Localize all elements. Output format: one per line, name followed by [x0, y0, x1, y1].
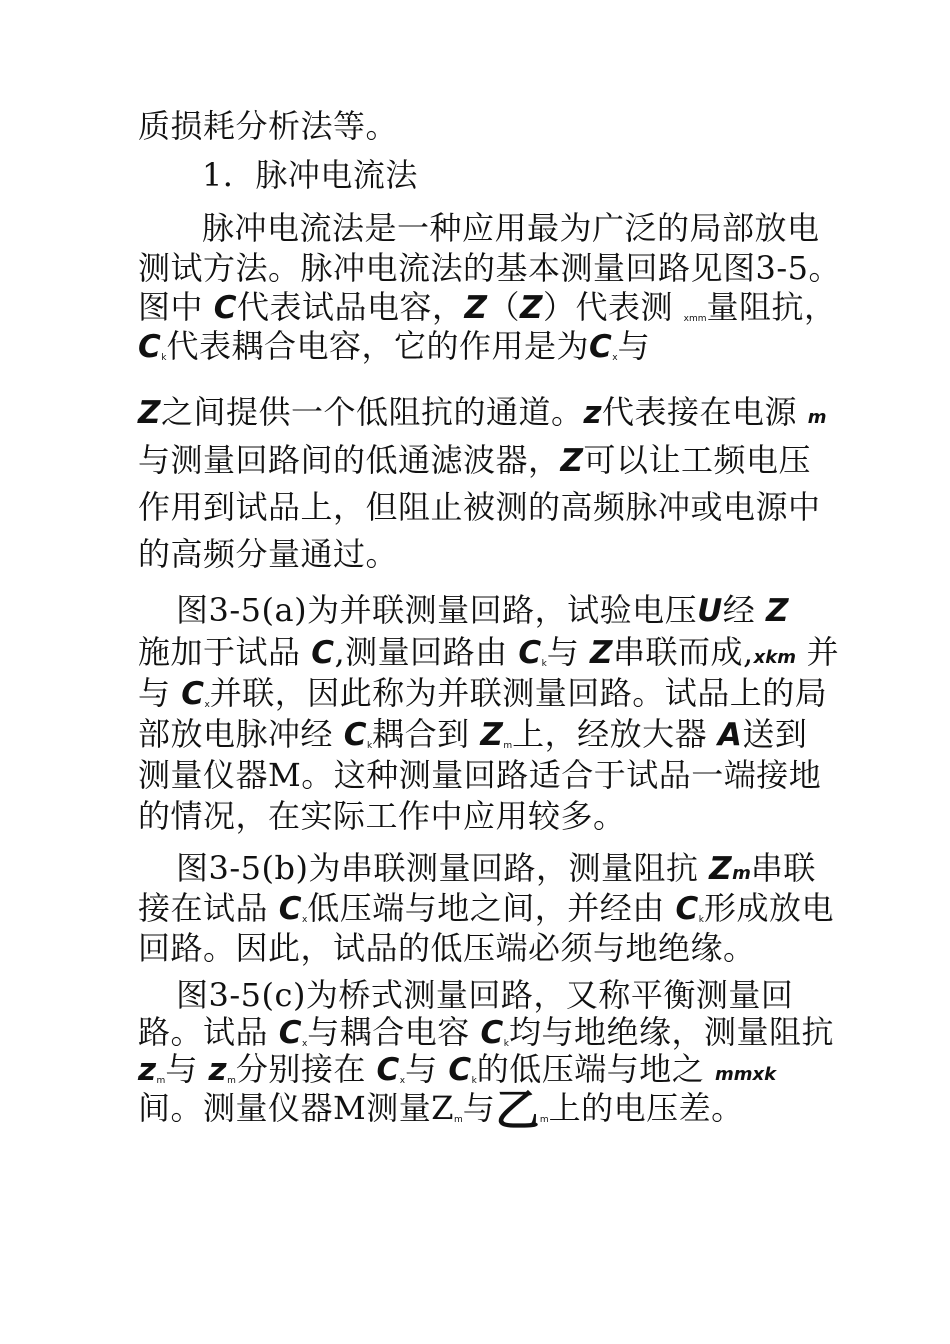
var-c: C — [181, 676, 205, 712]
var-c: C — [278, 1015, 302, 1051]
text-line-6: $C_k$代表耦合电容，它的作用是为$C_x$与 — [138, 327, 651, 365]
var-z: Z — [519, 290, 543, 326]
text-line-4: 测试方法。脉冲电流法的基本测量回路见图3-5。 — [138, 249, 842, 287]
subscript: x — [301, 1039, 308, 1049]
subscript: m — [732, 863, 751, 884]
subscript: k — [541, 659, 547, 669]
subscript: m — [539, 1115, 549, 1125]
subscript: k — [503, 1039, 509, 1049]
text-line-22: $z_m$与 $z_m$分别接在 $C_x$与 $C_k$的低压端与地之 mmxk — [138, 1050, 777, 1088]
text-line-5: 图中 C代表试品电容，Z（Z）代表测 $_{xmm}$量阻抗， — [138, 288, 837, 326]
text-line-1: 质损耗分析法等。 — [138, 107, 399, 145]
subscript: m — [227, 1076, 236, 1086]
text-line-13: 与 $C_x$并联，因此称为并联测量回路。试品上的局 — [138, 674, 828, 712]
var-z: Z — [765, 593, 789, 629]
text-line-17: 图3-5(b)为串联测量回路，测量阻抗 Zm串联 — [176, 849, 816, 887]
var-z: Z — [464, 290, 488, 326]
subscript: k — [366, 741, 373, 751]
text-line-8: 与测量回路间的低通滤波器，Z可以让工频电压 — [138, 441, 812, 479]
var-z: Z — [480, 717, 504, 753]
subscript: m — [156, 1076, 166, 1086]
subscript: m — [503, 741, 513, 751]
subscript: x — [612, 353, 618, 363]
subscript: mmxk — [714, 1064, 777, 1085]
text-line-23: 间。测量仪器M测量$Z_m$与乙$_m$上的电压差。 — [138, 1085, 744, 1136]
subscript: x — [204, 700, 210, 710]
var-c: C — [480, 1015, 504, 1051]
var-c: C — [311, 635, 335, 671]
var-c: C — [213, 290, 237, 326]
text-line-10: 的高频分量通过。 — [138, 535, 399, 573]
var-z: Z — [560, 443, 584, 479]
var-z: z — [583, 395, 603, 431]
text-line-15: 测量仪器M。这种测量回路适合于试品一端接地 — [138, 756, 822, 794]
var-z-large: 乙 — [495, 1085, 540, 1136]
subscript: m — [454, 1115, 463, 1125]
section-heading: 1．脉冲电流法 — [202, 156, 418, 194]
text-line-16: 的情况，在实际工作中应用较多。 — [138, 797, 626, 835]
subscript: k — [161, 353, 167, 363]
var-c: C — [589, 329, 613, 365]
subscript: k — [698, 915, 704, 925]
text-line-14: 部放电脉冲经 $C_k$耦合到 $Z_m$上，经放大器 A送到 — [138, 715, 808, 753]
var-z: Z — [138, 395, 161, 431]
text-line-20: 图3-5(c)为桥式测量回路，又称平衡测量回 — [176, 976, 794, 1014]
text-line-21: 路。试品 $C_x$与耦合电容 $C_k$均与地绝缘，测量阻抗 — [138, 1013, 834, 1051]
var-z: Z — [709, 851, 733, 887]
text-line-18: 接在试品 $C_x$低压端与地之间，并经由 $C_k$形成放电 — [138, 889, 834, 927]
var-z: z — [138, 1052, 157, 1088]
text-line-7: Z之间提供一个低阻抗的通道。z代表接在电源 m — [138, 393, 827, 431]
text-line-19: 回路。因此，试品的低压端必须与地绝缘。 — [138, 929, 756, 967]
var-c: C — [343, 717, 367, 753]
var-z: z — [208, 1052, 228, 1088]
var-c: C — [675, 891, 699, 927]
text-line-11: 图3-5(a)为并联测量回路，试验电压U经 Z — [176, 591, 789, 629]
text-line-9: 作用到试品上，但阻止被测的高频脉冲或电源中 — [138, 488, 821, 526]
var-c: C — [448, 1052, 472, 1088]
var-c: C — [278, 891, 302, 927]
var-u: U — [697, 593, 723, 629]
var-c: C — [138, 329, 162, 365]
subscript: k — [471, 1076, 477, 1086]
subscript: x — [399, 1076, 406, 1086]
subscript: xmm — [683, 314, 707, 324]
var-z: Z — [589, 635, 613, 671]
var-a: A — [717, 717, 743, 753]
subscript: m — [807, 407, 827, 428]
text-line-12: 施加于试品 C,测量回路由 $C_k$与 Z串联而成,xkm 并 — [138, 633, 840, 671]
subscript: xkm — [753, 647, 796, 668]
text-line-3: 脉冲电流法是一种应用最为广泛的局部放电 — [202, 209, 820, 247]
var-c: C — [518, 635, 542, 671]
var-c: C — [376, 1052, 400, 1088]
subscript: x — [301, 915, 308, 925]
